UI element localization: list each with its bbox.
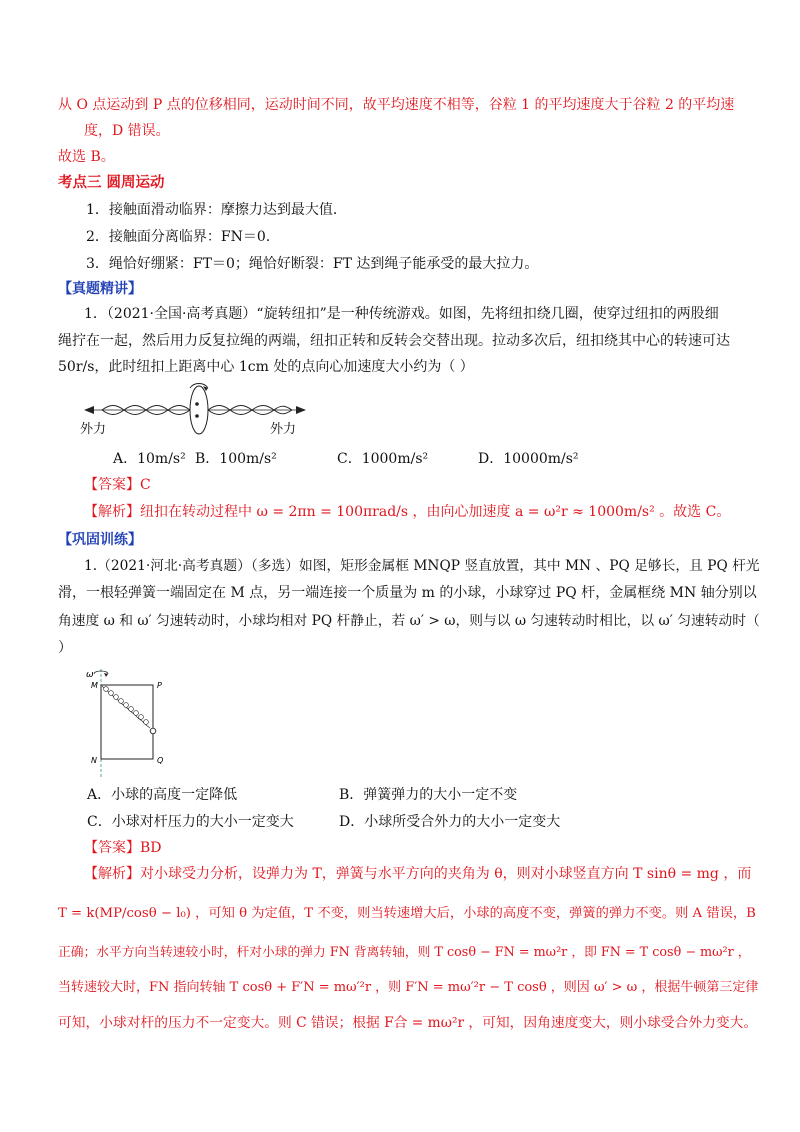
label-p: P bbox=[157, 681, 162, 690]
gonggu-q1-line4: ） bbox=[58, 640, 72, 656]
prev-line-2: 度，D 错误。 bbox=[84, 123, 170, 139]
section-title: 考点三 圆周运动 bbox=[58, 175, 165, 191]
gonggu-answer: 【答案】BD bbox=[84, 840, 162, 856]
force-label-right: 外力 bbox=[270, 422, 297, 437]
prev-line-1: 从 O 点运动到 P 点的位移相同，运动时间不同，故平均速度不相等，谷粒 1 的平均速度大于谷粒 2 的平均速 bbox=[58, 97, 735, 113]
zhenti-option-c: C．1000m/s² bbox=[337, 451, 429, 467]
gonggu-option-c: C．小球对杆压力的大小一定变大 bbox=[87, 814, 294, 830]
frame-figure bbox=[80, 665, 190, 780]
gonggu-tag: 【巩固训练】 bbox=[58, 532, 142, 548]
force-label-left: 外力 bbox=[80, 422, 107, 437]
gonggu-option-a: A．小球的高度一定降低 bbox=[87, 787, 238, 803]
point-3: 3．绳恰好绷紧：FT＝0；绳恰好断裂：FT 达到绳子能承受的最大拉力。 bbox=[86, 256, 539, 272]
label-m: M bbox=[91, 681, 98, 690]
gonggu-analysis-3: 正确；水平方向当转速较小时，杆对小球的弹力 FN 背离转轴，则 T cosθ − FN = mω²r ，即 FN = T cosθ − mω²r ， bbox=[58, 945, 751, 960]
zhenti-answer: 【答案】C bbox=[84, 477, 151, 493]
gonggu-analysis-1: 【解析】对小球受力分析，设弹力为 T，弹簧与水平方向的夹角为 θ，则对小球竖直方向 T sinθ = mg ，而 bbox=[84, 866, 752, 882]
prev-conclusion: 故选 B。 bbox=[58, 149, 115, 165]
zhenti-option-d: D．10000m/s² bbox=[478, 451, 579, 467]
zhenti-tag: 【真题精讲】 bbox=[58, 281, 142, 297]
label-q: Q bbox=[157, 756, 164, 765]
point-2: 2．接触面分离临界：FN＝0. bbox=[86, 229, 271, 245]
point-1: 1．接触面滑动临界：摩擦力达到最大值． bbox=[86, 202, 347, 218]
gonggu-q1-line2: 滑，一根轻弹簧一端固定在 M 点，另一端连接一个质量为 m 的小球，小球穿过 PQ 杆，金属框绕 MN 轴分别以 bbox=[58, 585, 757, 601]
zhenti-q1-line1: 1．（2021·全国·高考真题）“旋转纽扣”是一种传统游戏。如图，先将纽扣绕几圈，使穿过纽扣的两股细 bbox=[84, 306, 719, 322]
omega-label: ω bbox=[86, 670, 94, 680]
gonggu-option-b: B．弹簧弹力的大小一定不变 bbox=[339, 787, 518, 803]
zhenti-q1-line3: 50r/s，此时纽扣上距离中心 1cm 处的点向心加速度大小约为（ ） bbox=[58, 359, 474, 375]
gonggu-analysis-2: T = k(MP/cosθ − l₀) ，可知 θ 为定值，T 不变，则当转速增大后，小球的高度不变，弹簧的弹力不变。则 A 错误，B bbox=[58, 906, 756, 921]
gonggu-q1-line3: 角速度 ω 和 ω′ 匀速转动时，小球均相对 PQ 杆静止，若 ω′ > ω，则与以 ω 匀速转动时相比，以 ω′ 匀速转动时（ bbox=[58, 613, 760, 629]
gonggu-analysis-4: 当转速较大时，FN 指向转轴 T cosθ + F′N = mω′²r ，则 F′N = mω′²r − T cosθ ，则因 ω′ > ω ，根据牛顿第三定律 bbox=[58, 980, 759, 995]
label-n: N bbox=[91, 756, 97, 765]
zhenti-option-a: A．10m/s² bbox=[113, 451, 186, 467]
gonggu-q1-line1: 1.（2021·河北·高考真题）（多选）如图，矩形金属框 MNQP 竖直放置，其中 MN 、PQ 足够长，且 PQ 杆光 bbox=[84, 558, 760, 574]
gonggu-analysis-5: 可知，小球对杆的压力不一定变大。则 C 错误；根据 F合 = mω²r ，可知，因角速度变大，则小球受合外力变大。 bbox=[58, 1015, 758, 1031]
zhenti-analysis: 【解析】纽扣在转动过程中 ω = 2πn = 100πrad/s ，由向心加速度 a = ω²r ≈ 1000m/s² 。故选 C。 bbox=[84, 504, 731, 520]
zhenti-q1-line2: 绳拧在一起，然后用力反复拉绳的两端，纽扣正转和反转会交替出现。拉动多次后，纽扣绕其中心的转速可达 bbox=[58, 333, 730, 349]
gonggu-option-d: D．小球所受合外力的大小一定变大 bbox=[339, 814, 561, 830]
zhenti-option-b: B．100m/s² bbox=[195, 451, 277, 467]
